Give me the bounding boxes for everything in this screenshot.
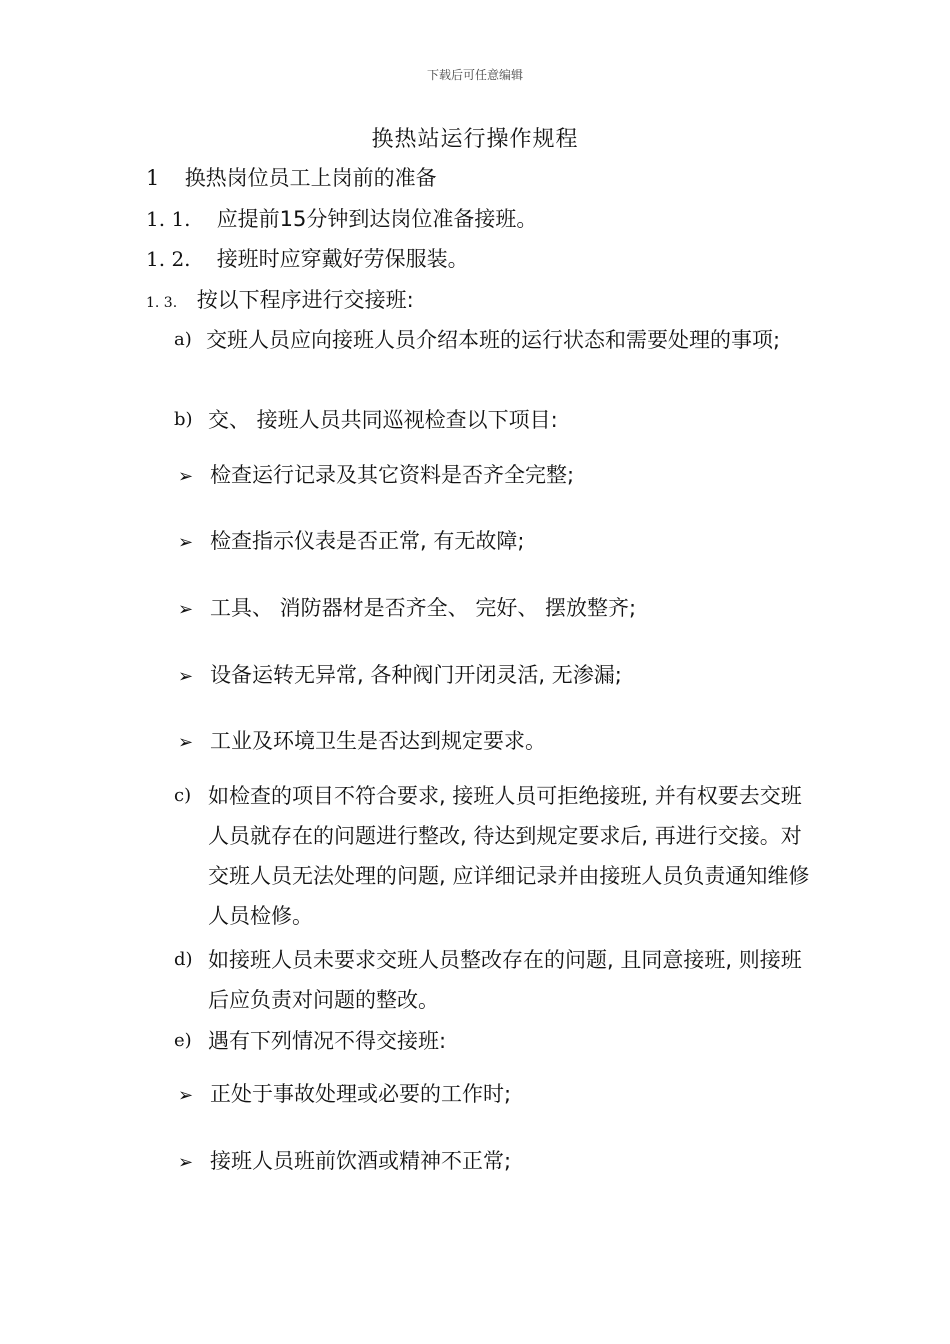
- paragraph-b: [174, 400, 810, 440]
- checklist-item-text: 正处于事故处理或必要的工作时;: [210, 1082, 512, 1106]
- paragraph-text: 交班人员应向接班人员介绍本班的运行状态和需要处理的事项;: [206, 328, 781, 352]
- item-1-1: [146, 199, 537, 239]
- item-1-2: [146, 239, 469, 279]
- arrowhead-bullet-icon: ➢: [178, 1085, 194, 1106]
- paragraph-marker: b): [174, 409, 193, 430]
- checklist-item-text: 检查指示仪表是否正常, 有无故障;: [210, 529, 525, 553]
- checklist-item: [178, 1141, 511, 1183]
- item-text: 接班时应穿戴好劳保服装。: [216, 247, 469, 271]
- arrowhead-bullet-icon: ➢: [178, 1152, 194, 1173]
- checklist-item: [178, 721, 546, 763]
- section-text: 换热岗位员工上岗前的准备: [184, 166, 437, 190]
- paragraph-marker: e): [174, 1030, 192, 1051]
- paragraph-text: 交、 接班人员共同巡视检查以下项目:: [208, 408, 558, 432]
- arrowhead-bullet-icon: ➢: [178, 466, 194, 487]
- arrowhead-bullet-icon: ➢: [178, 599, 194, 620]
- paragraph-text: 遇有下列情况不得交接班:: [208, 1029, 447, 1053]
- item-number: 1. 1.: [146, 207, 191, 231]
- checklist-item: [178, 521, 524, 563]
- paragraph-marker: c): [174, 785, 192, 806]
- paragraph-a: [174, 320, 810, 360]
- checklist-item-text: 工业及环境卫生是否达到规定要求。: [210, 729, 546, 753]
- document-title: 换热站运行操作规程: [371, 127, 579, 152]
- arrowhead-bullet-icon: ➢: [178, 732, 194, 753]
- checklist-item-text: 接班人员班前饮酒或精神不正常;: [210, 1149, 512, 1173]
- item-text: 按以下程序进行交接班:: [196, 288, 414, 312]
- section-number: 1: [146, 166, 160, 190]
- checklist-item: [178, 655, 622, 697]
- checklist-item-text: 检查运行记录及其它资料是否齐全完整;: [210, 463, 575, 487]
- item-text: 应提前15分钟到达岗位准备接班。: [216, 207, 538, 231]
- checklist-item-text: 设备运转无异常, 各种阀门开闭灵活, 无渗漏;: [210, 663, 622, 687]
- item-number: 1. 3.: [146, 295, 178, 311]
- item-number: 1. 2.: [146, 247, 191, 271]
- paragraph-text: 如检查的项目不符合要求, 接班人员可拒绝接班, 并有权要去交班人员就存在的问题进行整改, 待达到规定要求后, 再进行交接。对交班人员无法处理的问题, 应详细记录并由接班人员负责通知维修人员检修。: [208, 784, 810, 928]
- paragraph-text: 如接班人员未要求交班人员整改存在的问题, 且同意接班, 则接班后应负责对问题的整改。: [208, 948, 802, 1012]
- item-1-3: [146, 280, 414, 323]
- header-note: 下载后可任意编辑: [426, 68, 523, 82]
- paragraph-marker: a): [174, 329, 192, 350]
- checklist-item: [178, 588, 636, 630]
- paragraph-e: [174, 1021, 814, 1061]
- checklist-item: [178, 1074, 511, 1116]
- paragraph-d: [174, 940, 814, 1020]
- checklist-item: [178, 455, 574, 497]
- checklist-item-text: 工具、 消防器材是否齐全、 完好、 摆放整齐;: [210, 596, 637, 620]
- paragraph-marker: d): [174, 949, 193, 970]
- arrowhead-bullet-icon: ➢: [178, 532, 194, 553]
- section-1-heading: [146, 158, 437, 198]
- paragraph-c: [174, 776, 814, 936]
- arrowhead-bullet-icon: ➢: [178, 666, 194, 687]
